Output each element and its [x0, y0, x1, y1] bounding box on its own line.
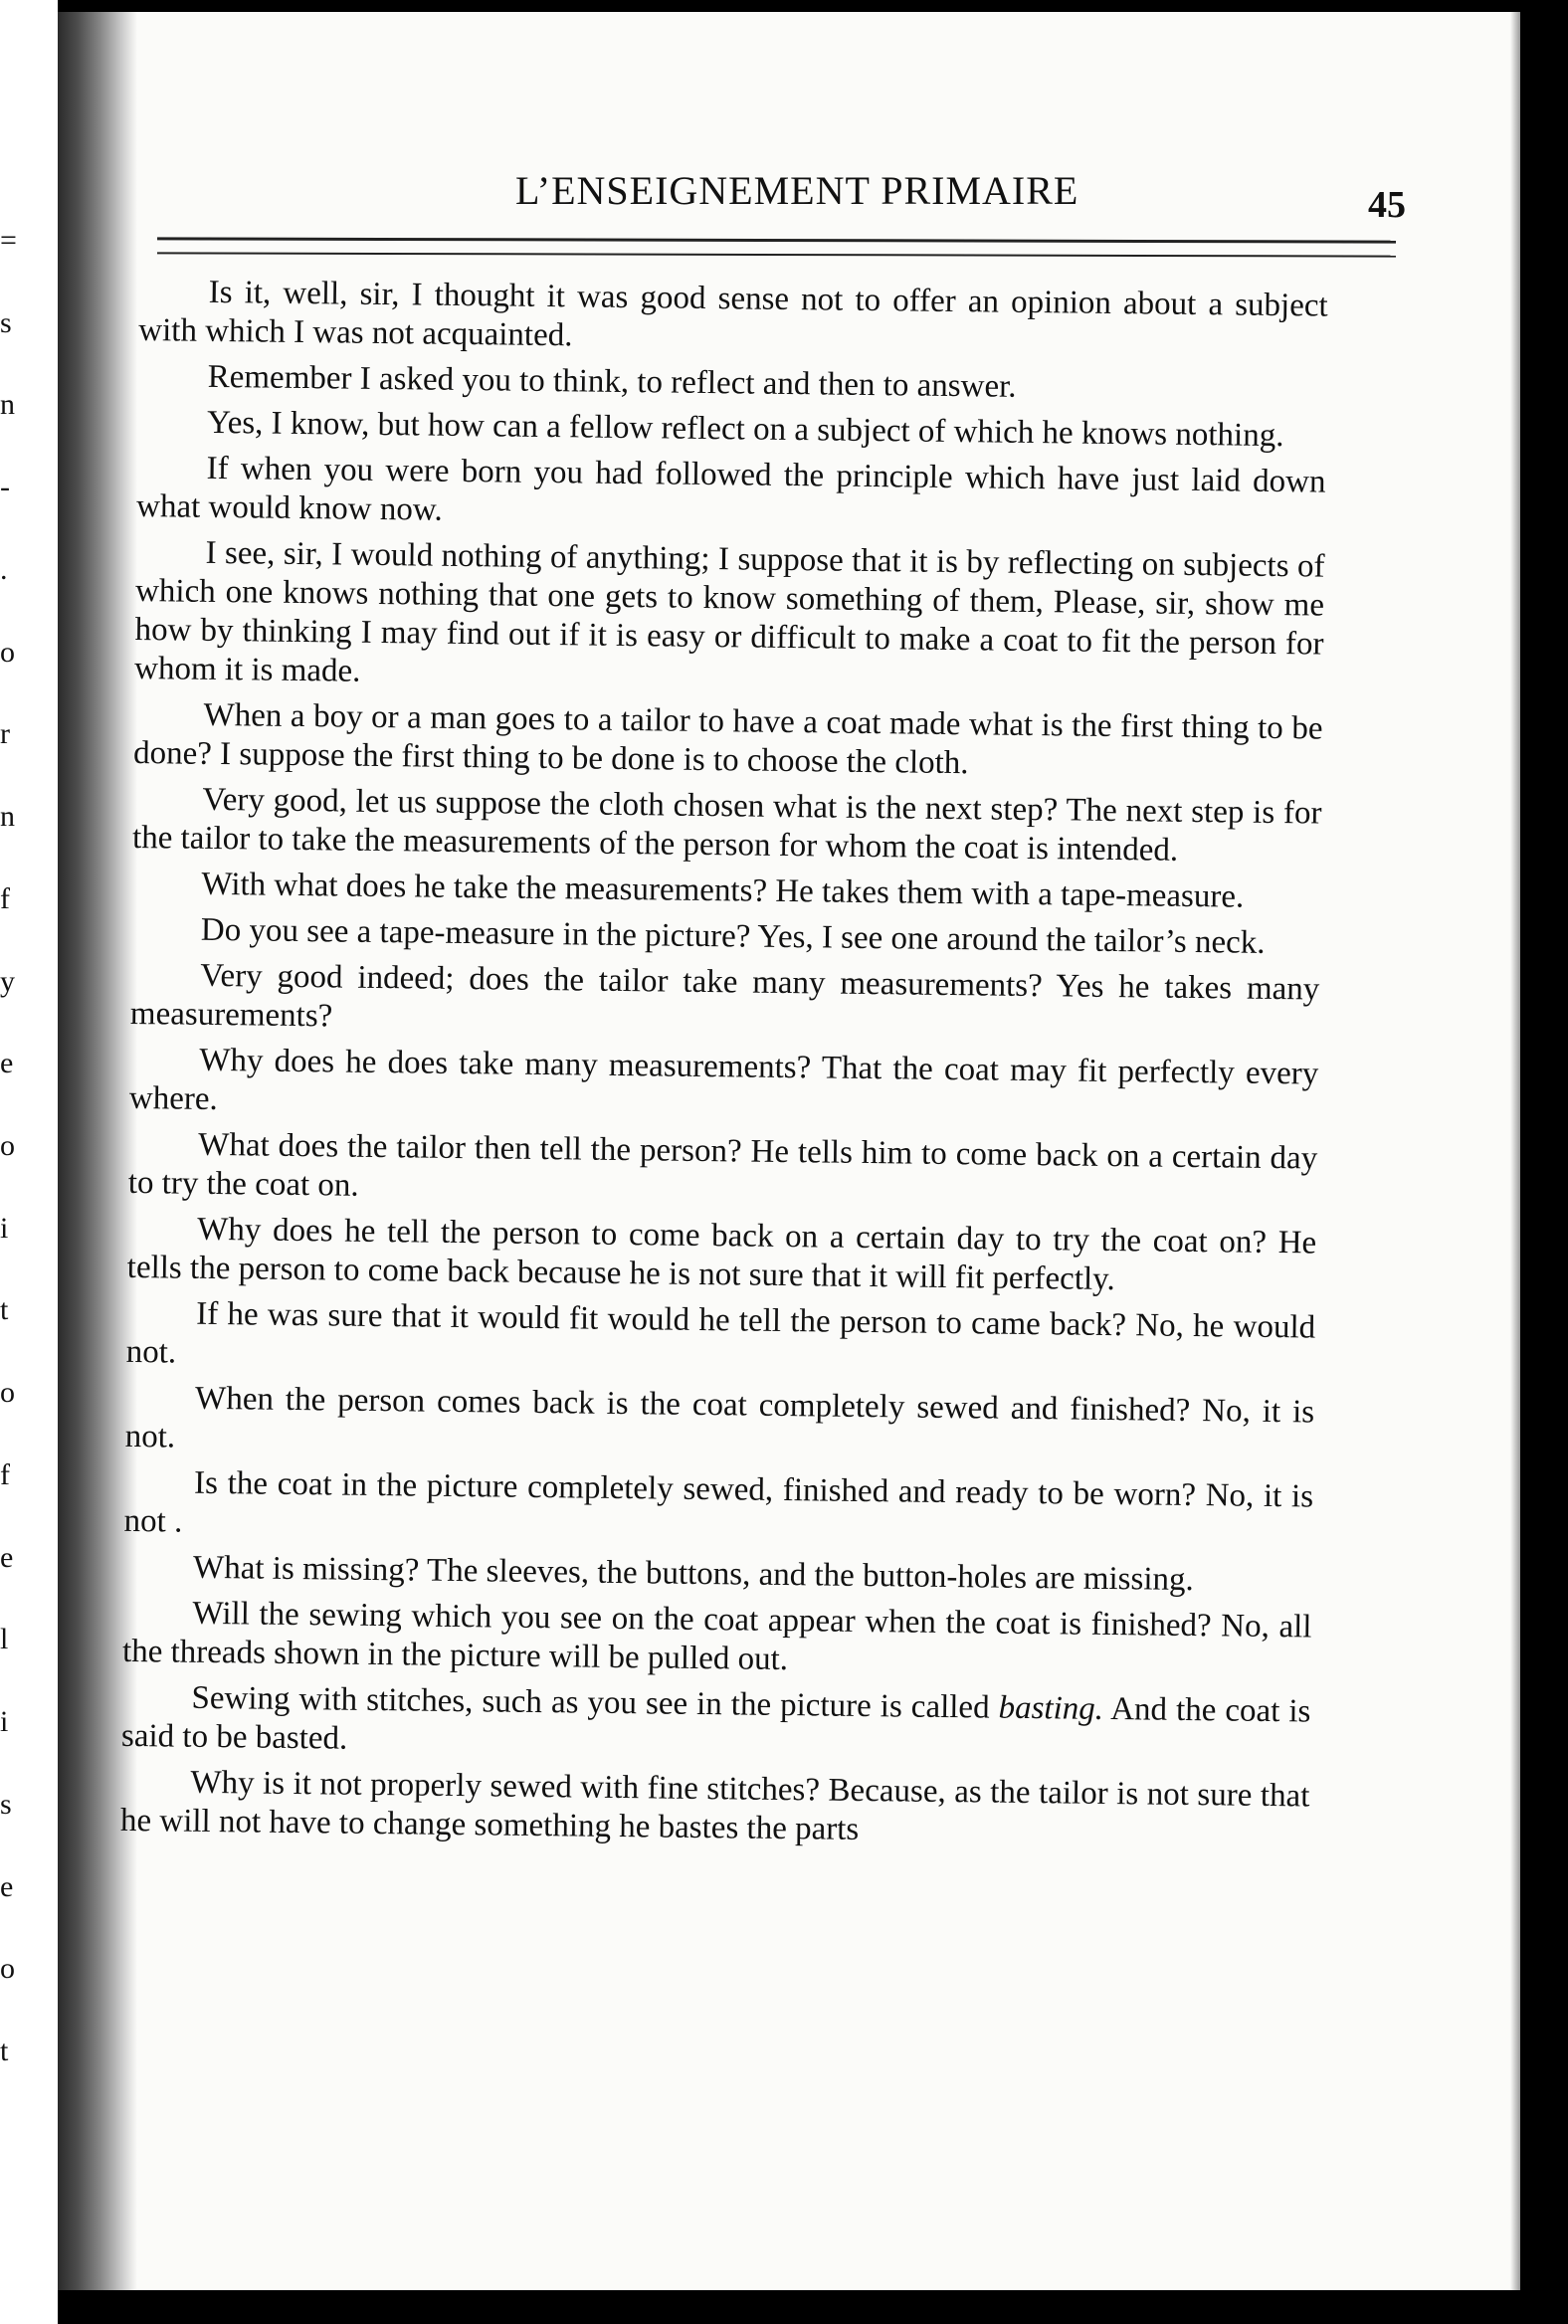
page-header: [222, 159, 1406, 226]
paragraph: Will the sewing which you see on the coat appear when the coat is finished? No, all the threads shown in the picture will be pulled out.: [121, 1595, 1312, 1678]
page-gutter-shadow: [58, 12, 137, 2290]
paragraph: Is it, well, sir, I thought it was good sense not to offer an opinion about a subject with which I was not acquainted.: [138, 274, 1328, 354]
facing-page-fragment: l: [0, 1623, 9, 1656]
page-number: 45: [1368, 184, 1406, 226]
facing-page-edge: [0, 0, 58, 2324]
paragraph: I see, sir, I would nothing of anything; I suppose that it is by reflecting on subjects of which one knows nothing that one gets to know something of them, Please, sir, show me how by thinking I may find out if it is easy or difficult to make a coat to fit the person for whom it is made.: [133, 534, 1325, 689]
paragraph: Why does he does take many measurements? That the coat may fit perfectly every where.: [128, 1042, 1319, 1118]
paragraph: With what does he take the measurements? He takes them with a tape-measure.: [201, 866, 1245, 915]
facing-page-fragment: e: [0, 1869, 14, 1903]
facing-page-fragment: o: [0, 1376, 15, 1410]
facing-page-fragment: o: [0, 635, 15, 669]
facing-page-fragment: s: [0, 1787, 12, 1821]
paragraph: Why does he tell the person to come back on a certain day to try the coat on? He tells the person to come back because he is not sure that it will fit perfectly.: [126, 1211, 1317, 1298]
facing-page-fragment: o: [0, 1129, 15, 1162]
paragraph: When a boy or a man goes to a tailor to have a coat made what is the first thing to be done? I suppose the first thing to be done is to choose the cloth.: [132, 696, 1323, 782]
facing-page-fragment: n: [0, 800, 15, 834]
paragraph: Very good indeed; does the tailor take many measurements? Yes he takes many measurements?: [129, 957, 1320, 1035]
body-text: [120, 273, 1328, 1861]
basting-paragraph: [121, 1678, 1311, 1771]
paragraph: Remember I asked you to think, to reflect and then to answer.: [207, 358, 1017, 405]
paragraph: Do you see a tape-measure in the picture? Yes, I see one around the tailor’s neck.: [200, 911, 1266, 961]
basting-text-before: Sewing with stitches, such as you see in the picture is called: [191, 1679, 999, 1726]
facing-page-fragment: o: [0, 1952, 15, 1986]
paragraph: If when you were born you had followed the principle which have just laid down what would know now.: [135, 450, 1326, 528]
paragraph-continued: Why is it not properly sewed with fine stitches? Because, as the tailor is not sure that he will not have to change something he bastes the parts: [119, 1764, 1310, 1847]
facing-page-fragment: =: [0, 224, 17, 257]
facing-page-fragment: f: [0, 881, 10, 915]
facing-page-fragment: y: [0, 964, 15, 998]
facing-page-fragment: t: [0, 1293, 9, 1327]
paragraph: If he was sure that it would fit would he tell the person to came back? No, he would not.: [125, 1295, 1316, 1371]
paragraph: Yes, I know, but how can a fellow reflect on a subject of which he knows nothing.: [206, 404, 1284, 455]
paragraph: Very good, let us suppose the cloth chosen what is the next step? The next step is for the tailor to take the measurements of the person for whom the coat is intended.: [131, 781, 1322, 869]
facing-page-fragment: i: [0, 1211, 9, 1245]
facing-page-fragment: -: [0, 471, 10, 504]
facing-page-fragment: f: [0, 1457, 10, 1491]
facing-page-fragment: t: [0, 2034, 9, 2067]
facing-page-fragment: n: [0, 388, 15, 422]
running-title: L’ENSEIGNEMENT PRIMAIRE: [515, 168, 1079, 213]
basting-text-after: And the coat is said to be basted.: [120, 1690, 1311, 1757]
facing-page-fragment: s: [0, 305, 12, 339]
header-rule: [157, 237, 1396, 257]
paragraph: What is missing? The sleeves, the buttons, and the button-holes are missing.: [192, 1549, 1194, 1599]
facing-page-fragment: .: [0, 552, 8, 586]
basting-term: basting.: [998, 1689, 1104, 1727]
facing-page-fragment: r: [0, 717, 10, 751]
paragraph: What does the tailor then tell the person? He tells him to come back on a certain day to try the coat on.: [127, 1126, 1318, 1204]
facing-page-fragment: e: [0, 1540, 14, 1574]
facing-page-fragment: i: [0, 1705, 9, 1739]
paragraph: Is the coat in the picture completely sewed, finished and ready to be worn? No, it is not .: [123, 1464, 1314, 1540]
paragraph: When the person comes back is the coat completely sewed and finished? No, it is not.: [124, 1380, 1315, 1455]
book-page: [58, 12, 1520, 2290]
page-right-edge: [1510, 12, 1520, 2290]
facing-page-fragment: e: [0, 1047, 14, 1080]
